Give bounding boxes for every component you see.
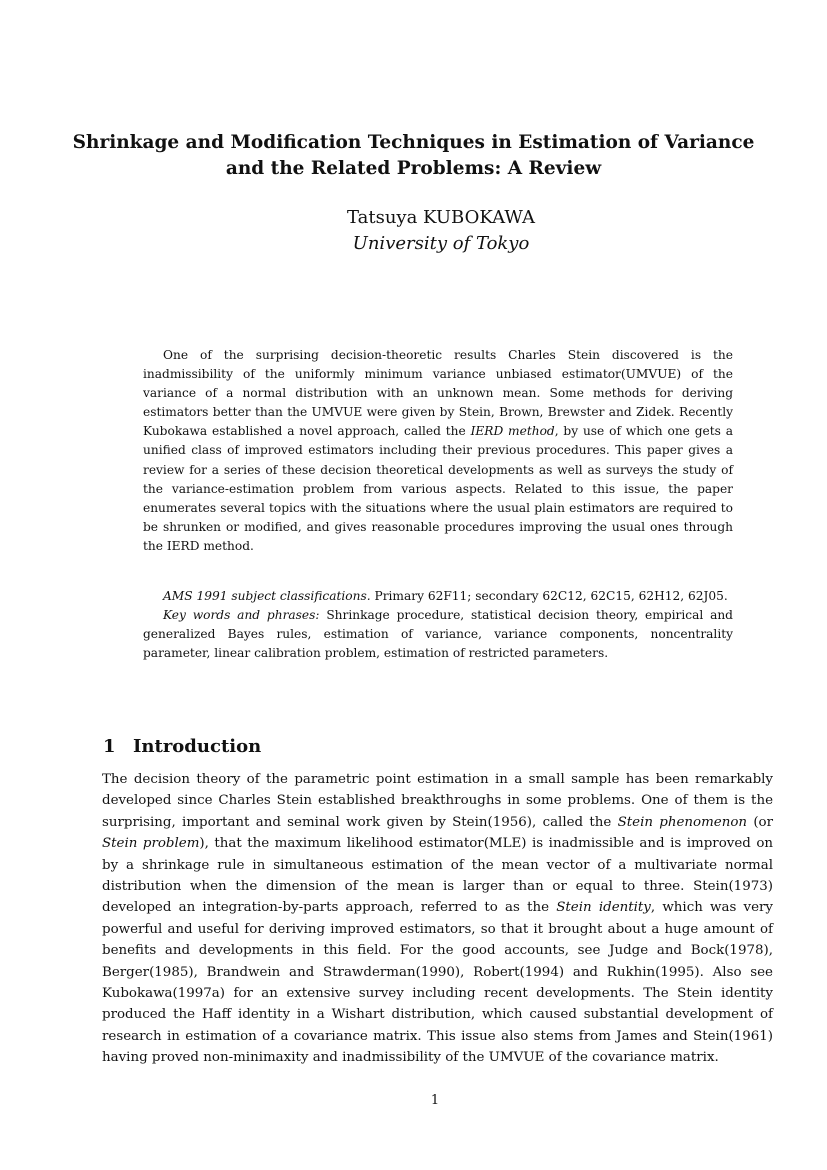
- intro-text-1: The decision theory of the parametric point estimation in a small sample has been remarkably developed since Charles Stein established breakthroughs in some problems. One of them is the surprising, important and seminal work given by Stein(1956), called the: [102, 772, 773, 830]
- keywords-label: Key words and phrases:: [163, 608, 320, 622]
- section-title: Introduction: [133, 736, 262, 757]
- title-line-2: and the Related Problems: A Review: [225, 158, 602, 179]
- intro-term-stein-problem: Stein problem: [102, 836, 200, 852]
- abstract-text-continued: , by use of which one gets a unified class of improved estimators including their previous procedures. This paper gives a review for a series of these decision theoretical developments as well as surveys the study of the variance-estimation problem from various aspects. Related to this issue, the paper enumerates several topics with the situations where the usual plain estimators are required to be shrunken or modified, and gives reasonable procedures improving the usual ones through the IERD method.: [143, 424, 734, 553]
- intro-text-3: ), that the maximum likelihood estimator(MLE) is inadmissible and is improved on by a shrinkage rule in simultaneous estimation of the mean vector of a multivariate normal distribution when the dimension of the mean is larger than or equal to three. Stein(1973) developed an integration-by-parts approach, referred to as the: [102, 836, 774, 916]
- abstract-method-term: IERD method: [470, 424, 555, 439]
- keywords: [143, 606, 733, 663]
- paper-title: [60, 130, 767, 182]
- section-heading: [103, 736, 261, 757]
- intro-paragraph: [102, 769, 773, 1069]
- author-affiliation: University of Tokyo: [352, 233, 530, 254]
- intro-term-stein-identity: Stein identity: [556, 900, 651, 916]
- introduction-body: [102, 769, 773, 1069]
- classification-block: [143, 587, 733, 663]
- intro-text-2: (or: [747, 814, 774, 830]
- abstract-text: One of the surprising decision-theoretic results Charles Stein discovered is the inadmissibility of the uniformly minimum variance unbiased estimator(UMVUE) of the variance of a normal distribution with an unknown mean. Some methods for deriving estimators better than the UMVUE were given by Stein, Brown, Brewster and Zidek. Recently Kubokawa established a novel approach, called the: [143, 348, 733, 439]
- intro-text-4: , which was very powerful and useful for deriving improved estimators, so that it brought about a huge amount of benefits and developments in this field. For the good accounts, see Judge and Bock(1978), Berger(1985), Brandwein and Strawderman(1990), Robert(1994) and Rukhin(1995). Also see Kubokawa(1997a) for an extensive survey including recent developments. The Stein identity produced the Haff identity in a Wishart distribution, which caused substantial development of research in estimation of a covariance matrix. This issue also stems from James and Stein(1961) having proved non-minimaxity and inadmissibility of the UMVUE of the covariance matrix.: [102, 900, 773, 1066]
- section-number: 1: [103, 736, 116, 757]
- abstract: [143, 346, 733, 556]
- author-block: [0, 205, 827, 257]
- page-number: 1: [430, 1093, 440, 1108]
- ams-classifications: [143, 587, 733, 606]
- abstract-paragraph: [143, 346, 733, 556]
- intro-term-stein-phenomenon: Stein phenomenon: [617, 814, 748, 830]
- ams-text: Primary 62F11; secondary 62C12, 62C15, 62H12, 62J05.: [370, 589, 728, 603]
- ams-label: AMS 1991 subject classifications.: [163, 589, 371, 603]
- author-name: Tatsuya KUBOKAWA: [347, 207, 535, 228]
- keywords-text: Shrinkage procedure, statistical decision theory, empirical and generalized Bayes rules, estimation of variance, variance components, noncentrality parameter, linear calibration problem, estimation of restricted parameters.: [143, 608, 733, 660]
- title-line-1: Shrinkage and Modification Techniques in Estimation of Variance: [72, 132, 755, 153]
